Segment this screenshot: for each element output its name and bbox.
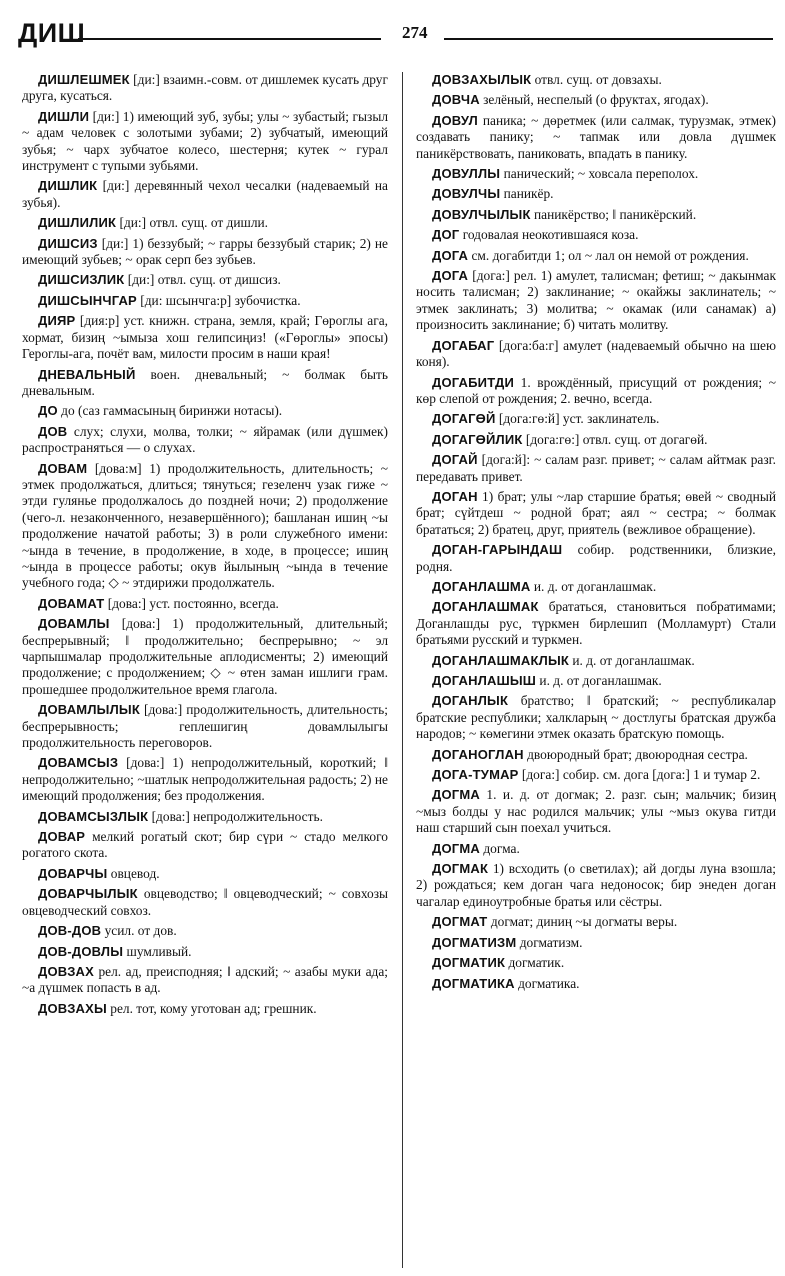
dictionary-entry xyxy=(416,452,776,485)
entry-headword: ДОВАМСЫЗ xyxy=(38,755,119,771)
dictionary-entry xyxy=(416,268,776,334)
entry-headword: ДИШЛИЛИК xyxy=(38,215,117,231)
entry-definition: двоюродный брат; двоюродная сестра. xyxy=(523,746,748,762)
dictionary-entry xyxy=(416,542,776,575)
dictionary-entry xyxy=(22,109,388,175)
entry-definition: догматика. xyxy=(514,975,580,991)
entry-definition: [дова:] непродолжительность. xyxy=(148,808,323,824)
entry-definition: [ди:] деревянный чехол чесалки (надеваемый на зубья). xyxy=(22,178,388,210)
entry-definition: и. д. от доганлашмак. xyxy=(536,673,662,688)
entry-headword: ДОГАНЛАШМАК xyxy=(432,599,539,615)
entry-definition: отвл. сущ. от довзахы. xyxy=(531,72,662,87)
entry-definition: [ди:] отвл. сущ. от дишсиз. xyxy=(124,272,281,288)
dictionary-entry xyxy=(22,702,388,751)
entry-headword: ДОГАБАГ xyxy=(432,337,495,353)
entry-headword: ДОГАН xyxy=(432,488,478,504)
entry-headword: ДОГА xyxy=(432,247,469,263)
dictionary-entry xyxy=(416,227,776,243)
entry-definition: [дога:] собир. см. дога [дога:] 1 и тумар 2. xyxy=(518,767,761,783)
entry-definition: паникёрство; ‖ паникёрский. xyxy=(530,206,697,222)
dictionary-entry xyxy=(22,178,388,211)
entry-definition: [ди:] 1) беззубый; ~ гарры беззубый старик; 2) не имеющий зубьев; ~ орак серп без зубьев. xyxy=(22,235,388,268)
header-rule-right xyxy=(444,38,773,40)
entry-headword: ДОВАМСЫЗЛЫК xyxy=(38,808,149,824)
entry-definition: брататься, становиться побратимами; Доганлашды рус, түркмен бирлешип (Молламурт) Стали братьями русский и туркмен. xyxy=(416,599,776,648)
entry-definition: [ди: шсынчга:р] зубочистка. xyxy=(136,292,301,308)
entry-headword: ДОВАРЧЫЛЫК xyxy=(38,886,138,902)
entry-definition: [дова:] уст. постоянно, всегда. xyxy=(104,595,279,611)
entry-definition: овцеводство; ‖ овцеводческий; ~ совхозы овцеводческий совхоз. xyxy=(22,886,388,918)
entry-headword: ДОГАЙ xyxy=(432,452,478,468)
dictionary-entry xyxy=(416,432,776,448)
dictionary-entry xyxy=(416,166,776,182)
dictionary-entry xyxy=(416,693,776,742)
dictionary-entry xyxy=(22,964,388,997)
entry-headword: ДОВУЛ xyxy=(432,112,478,128)
dictionary-entry xyxy=(416,375,776,408)
dictionary-entry xyxy=(22,616,388,698)
entry-headword: ДНЕВАЛЬНЫЙ xyxy=(38,366,136,382)
dictionary-entry xyxy=(416,653,776,669)
dictionary-entry xyxy=(416,207,776,223)
entry-definition: 1) всходить (о светилах); ай догды луна взошла; 2) рождаться; кем доган чага недоносок; бир энеден доган чагалар единоутробные братья или сёстры. xyxy=(416,861,776,909)
dictionary-entry xyxy=(22,809,388,825)
entry-definition: [ди:] отвл. сущ. от дишли. xyxy=(116,215,269,231)
dictionary-entry xyxy=(416,248,776,264)
entry-headword: ДОВЗАХЫЛЫК xyxy=(432,72,532,87)
entry-headword: ДОВ-ДОВ xyxy=(38,923,102,939)
entry-headword: ДОГАНЛЫК xyxy=(432,693,509,709)
entry-headword: ДОГМА xyxy=(432,840,480,856)
dictionary-entry xyxy=(416,72,776,88)
entry-headword: ДИШЛЕШМЕК xyxy=(38,72,130,87)
entry-definition: 1. врождённый, присущий от рождения; ~ көр слепой от рождения; 2. вечно, всегда. xyxy=(416,374,776,406)
dictionary-entry xyxy=(22,215,388,231)
entry-headword: ДОВЗАХЫ xyxy=(38,1000,107,1016)
entry-definition: [дова:] продолжительность, длительность; беспрерывность; геплешигиң довамлылыгы продолжительность переговоров. xyxy=(22,702,388,751)
entry-definition: [дова:м] 1) продолжительность, длительность; ~ этмек продолжаться, длиться; тянуться; гезеленч узак гиже ~ этди гулянье продолжалось до поздней ночи; 2) продолжение (чего-л. незаконченного, незавершённого); башланан ишиң ~ы продолжение начатой работы; 3) в роли служебного имени: ~ында в течение, в продолжение, в ходе, в процессе; ишиң ~ында в процессе работы; окув йылының ~ында в течение учебного года; ◇ ~ этдирижи продолжатель. xyxy=(22,460,388,591)
dictionary-entry xyxy=(416,186,776,202)
dictionary-entry xyxy=(416,579,776,595)
entry-definition: [ди:] взаимн.-совм. от дишлемек кусать друг друга, кусаться. xyxy=(22,72,388,104)
dictionary-entry xyxy=(416,914,776,930)
entry-definition: [дога:ба:г] амулет (надеваемый обычно на шею коня). xyxy=(416,337,776,370)
entry-headword: ДОВУЛЧЫЛЫК xyxy=(432,206,531,222)
entry-headword: ДИШЛИК xyxy=(38,178,98,194)
entry-definition: 1. и. д. от догмак; 2. разг. сын; мальчик; бизиң ~мыз болды у нас родился мальчик; улы ~мыз окува гитди наш старший сын поехал учиться. xyxy=(416,787,776,836)
dictionary-entry xyxy=(416,767,776,783)
dictionary-entry xyxy=(22,755,388,804)
entry-headword: ДИШЛИ xyxy=(38,108,90,124)
entry-headword: ДОГМАТИКА xyxy=(432,975,515,991)
entry-definition: догматизм. xyxy=(516,934,583,950)
entry-definition: рел. ад, преисподняя; ‖ адский; ~ азабы муки ада; ~а дүшмек попасть в ад. xyxy=(22,963,388,996)
page-header xyxy=(18,14,773,54)
entry-headword: ДОГМА xyxy=(432,787,480,803)
dictionary-entry xyxy=(22,886,388,919)
entry-definition: паника; ~ дөретмек (или салмак, турузмак, этмек) создавать панику; ~ тапмак или довла дүшмек паникёрствовать, паниковать, впадать в панику. xyxy=(416,112,776,161)
entry-definition: усил. от дов. xyxy=(101,923,177,939)
entry-definition: догмат; диниң ~ы догматы веры. xyxy=(487,914,678,930)
entry-definition: догма. xyxy=(479,840,520,856)
entry-headword: ДОВУЛЧЫ xyxy=(432,186,501,202)
entry-definition: паникёр. xyxy=(500,186,554,202)
entry-definition: собир. родственники, близкие, родня. xyxy=(416,542,776,574)
dictionary-entry xyxy=(416,787,776,836)
entry-definition: и. д. от доганлашмак. xyxy=(530,578,657,594)
entry-definition: [дия:р] уст. книжн. страна, земля, край; Гөроглы ага, хормат, бизиң ~ымыза хош гелипсиңиз! («Гөроглы» эпосы) Героглы-ага, почёт вам, милости просим в наши края! xyxy=(22,313,388,362)
entry-definition: [дога:] рел. 1) амулет, талисман; фетиш; ~ дакынмак носить талисман; 2) заклинание; ~ окайжы заклинатель; ~ этмек заклинать; 3) молитва; ~ окамак (или санамак) а) произносить заклинание; б) читать молитву. xyxy=(416,268,776,333)
entry-definition: [дога:й]: ~ салам разг. привет; ~ салам айтмак разг. передавать привет. xyxy=(416,452,776,484)
dictionary-entry xyxy=(22,403,388,419)
entry-headword: ДОГ xyxy=(432,227,460,243)
entry-definition: [дова:] 1) продолжительный, длительный; беспрерывный; ‖ продолжительно; беспрерывно; ~ эл чарпышмалар продолжительные аплодисменты; 2) имеющий продолжение; с продолжением; ◇ ~ өтен заман ишлиги грам. прошедшее продолжительное время глагола. xyxy=(22,616,388,697)
entry-definition: 1) брат; улы ~лар старшие братья; өвей ~ сводный брат; сүйтдеш ~ родной брат; аял ~ сестра; ~ болмак брататься; 2) братец, друг, приятель (вежливое обращение). xyxy=(416,488,776,537)
entry-headword: ДИШСЫНЧГАР xyxy=(38,292,137,308)
entry-headword: ДОГАГӨЙ xyxy=(432,411,496,427)
page-number: 274 xyxy=(402,23,428,42)
entry-headword: ДОГА xyxy=(432,268,469,284)
dictionary-entry xyxy=(416,976,776,992)
entry-definition: и. д. от доганлашмак. xyxy=(569,652,695,668)
dictionary-entry xyxy=(416,861,776,910)
entry-headword: ДОГМАТ xyxy=(432,914,488,930)
dictionary-entry xyxy=(22,236,388,269)
entry-definition: мелкий рогатый скот; бир сүри ~ стадо мелкого рогатого скота. xyxy=(22,829,388,861)
entry-definition: [дога:гө:й] уст. заклинатель. xyxy=(495,411,660,427)
entry-definition: [дова:] 1) непродолжительный, короткий; ‖ непродолжительно; ~шатлык непродолжительная радость; 2) не имеющий продолжения; без продолжения. xyxy=(22,755,388,804)
entry-headword: ДОВАРЧЫ xyxy=(38,865,108,881)
dictionary-entry xyxy=(416,747,776,763)
column-divider xyxy=(402,72,403,1268)
dictionary-entry xyxy=(22,424,388,457)
entry-headword: ДОГАН-ГАРЫНДАШ xyxy=(432,542,563,558)
entry-headword: ДО xyxy=(38,403,58,419)
dictionary-entry xyxy=(22,944,388,960)
entry-headword: ДИШСИЗ xyxy=(38,235,98,251)
entry-headword: ДОГАГӨЙЛИК xyxy=(432,431,523,447)
entry-definition: овцевод. xyxy=(107,865,160,881)
entry-headword: ДОГАНОГЛАН xyxy=(432,746,524,762)
entry-headword: ДОГАБИТДИ xyxy=(432,374,515,390)
entry-definition: см. догабитди 1; ол ~ лал он немой от рождения. xyxy=(468,247,749,263)
entry-definition: догматик. xyxy=(505,955,565,971)
dictionary-entry xyxy=(416,841,776,857)
right-column xyxy=(416,72,776,1268)
entry-definition: зелёный, неспелый (о фруктах, ягодах). xyxy=(479,92,709,108)
dictionary-entry xyxy=(22,293,388,309)
entry-definition: панический; ~ ховсала переполох. xyxy=(500,166,699,182)
entry-definition: [ди:] 1) имеющий зуб, зубы; улы ~ зубастый; гызыл ~ адам человек с золотыми зубами; 2) зубчатый, имеющий зубья; ~ чарх зубчатое колесо, шестерня; кутек ~ гурал инструмент с тупыми зубьями. xyxy=(22,108,388,174)
entry-headword: ДОВ xyxy=(38,423,68,439)
entry-headword: ДИЯР xyxy=(38,313,76,329)
dictionary-entry xyxy=(416,673,776,689)
dictionary-entry xyxy=(416,955,776,971)
entry-definition: воен. дневальный; ~ болмак быть дневальным. xyxy=(22,366,388,398)
dictionary-entry xyxy=(22,313,388,362)
entry-headword: ДОВАМАТ xyxy=(38,595,105,611)
dictionary-entry xyxy=(416,411,776,427)
dictionary-entry xyxy=(22,829,388,862)
entry-headword: ДОВ-ДОВЛЫ xyxy=(38,943,124,959)
entry-headword: ДОГАНЛАШМАКЛЫК xyxy=(432,652,570,668)
entry-headword: ДОВАМЛЫЛЫК xyxy=(38,702,140,718)
dictionary-entry xyxy=(416,113,776,162)
entry-headword: ДОВАМ xyxy=(38,460,88,476)
header-rule-left xyxy=(78,38,381,40)
entry-headword: ДОГА-ТУМАР xyxy=(432,767,519,783)
dictionary-entry xyxy=(416,489,776,538)
entry-definition: слух; слухи, молва, толки; ~ яйрамак (или дүшмек) распространяться — о слухах. xyxy=(22,423,388,456)
dictionary-entry xyxy=(22,367,388,400)
dictionary-entry xyxy=(416,92,776,108)
entry-headword: ДОВЧА xyxy=(432,92,480,108)
dictionary-entry xyxy=(22,596,388,612)
entry-headword: ДОГАНЛАШЫШ xyxy=(432,673,537,688)
entry-headword: ДОВЗАХ xyxy=(38,963,94,979)
entry-definition: [дога:гө:] отвл. сущ. от догагөй. xyxy=(522,431,708,447)
entry-headword: ДОГАНЛАШМА xyxy=(432,578,531,594)
entry-definition: рел. тот, кому уготован ад; грешник. xyxy=(106,1000,317,1016)
dictionary-entry xyxy=(22,923,388,939)
entry-definition: до (саз гаммасының биринжи нотасы). xyxy=(57,403,283,419)
entry-headword: ДОВАМЛЫ xyxy=(38,616,110,632)
dictionary-entry xyxy=(416,935,776,951)
dictionary-entry xyxy=(22,461,388,592)
entry-headword: ДИШСИЗЛИК xyxy=(38,272,125,288)
entry-headword: ДОВУЛЛЫ xyxy=(432,166,501,182)
dictionary-entry xyxy=(22,272,388,288)
entry-headword: ДОГМАТИЗМ xyxy=(432,934,517,950)
entry-definition: годовалая неокотившаяся коза. xyxy=(459,227,639,243)
entry-definition: братство; ‖ братский; ~ республикалар братские республики; халкларың ~ достлугы братская дружба народов; ~ көмегини этмек оказать братскую помощь. xyxy=(416,693,776,742)
left-column xyxy=(22,72,388,1268)
guide-word: ДИШ xyxy=(18,18,86,48)
entry-headword: ДОГМАТИК xyxy=(432,955,506,971)
dictionary-entry xyxy=(416,338,776,371)
dictionary-entry xyxy=(416,599,776,648)
entry-headword: ДОГМАК xyxy=(432,861,489,877)
dictionary-entry xyxy=(22,866,388,882)
dictionary-entry xyxy=(22,1001,388,1017)
entry-headword: ДОВАР xyxy=(38,829,86,845)
entry-definition: шумливый. xyxy=(123,943,192,959)
dictionary-entry xyxy=(22,72,388,105)
